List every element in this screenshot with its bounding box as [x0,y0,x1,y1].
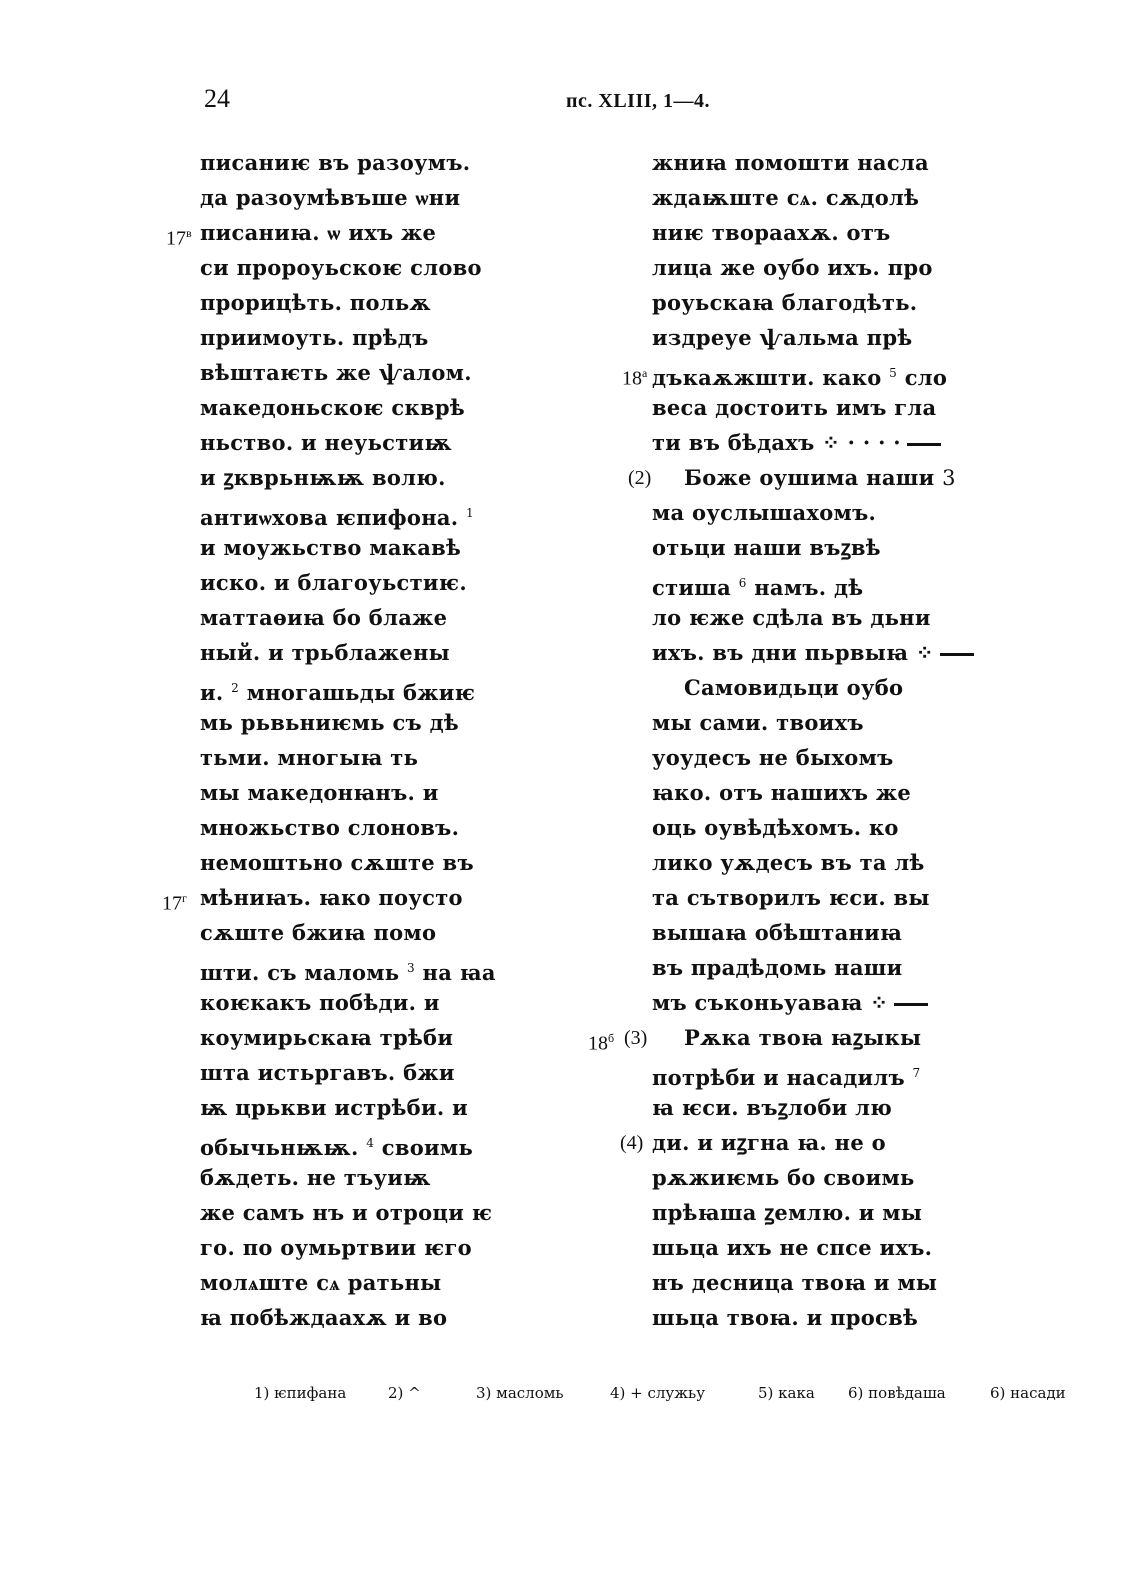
text-line: шта истьргавъ. бжи [200,1060,455,1085]
footnote-ref: 2 [231,681,240,695]
text-line: писаниѥ въ разоумъ. [200,150,471,175]
verse-number: 17 [166,227,186,250]
text-line: ма оуслышахомъ. [652,500,877,525]
text-line: же самъ нъ и отроци ѥ [200,1200,493,1225]
verse-number: 17 [162,892,182,915]
footnote: 3) масломь [476,1384,564,1402]
text-line: шьца ихъ не спсе ихъ. [652,1235,933,1260]
footnote-ref: 1 [466,506,474,520]
text-line: коѥкакъ побѣди. и [200,990,440,1015]
verse-number: 18 [622,367,642,390]
verse-marker [588,1023,614,1053]
text-line: немоштьно сѫште въ [200,850,474,875]
text-segment: обычьнѭѭ. [200,1135,359,1160]
footnote-ref: 5 [889,366,898,380]
text-segment: своимь [381,1135,474,1160]
text-segment: мъ съконьуаваꙗ ⁘ [652,990,889,1015]
text-segment: многашьды бжиѥ [246,680,476,705]
text-line: мы македонꙗнъ. и [200,780,439,805]
text-line: бѫдеть. не тъуиѭ [200,1165,431,1190]
end-dash [907,443,941,446]
text-line: ꙗ побѣждаахѫ и во [200,1305,448,1330]
footnote: 1) ѥпифана [254,1384,347,1402]
text-line: македоньскоѥ скврѣ [200,395,465,420]
footnote: 2) ^ [388,1384,421,1402]
text-line: та сътворилъ ѥси. вы [652,885,930,910]
footnote: 6) повѣдаша [848,1384,946,1402]
text-line: множьство слоновъ. [200,815,460,840]
running-head: пс. XLIII, 1—4. [566,90,711,112]
end-dash [940,653,974,656]
footnote-ref: 6 [738,576,747,590]
verse-marker: (3) [624,1027,648,1049]
text-segment: дъкаѫжшти. како [652,365,882,390]
text-line: шьца твоꙗ. и просвѣ [652,1305,919,1330]
text-segment: потрѣби и насадилъ [652,1065,905,1090]
margin-mark: 3 [942,466,956,490]
text-segment: на ꙗа [422,960,496,985]
text-line [652,428,941,458]
verse-letter: б [608,1031,615,1045]
verse-letter: а [642,366,648,380]
footnote: 4) + служьу [610,1384,706,1402]
text-line: оць оувѣдѣхомъ. ко [652,815,899,840]
verse-letter: в [186,226,192,240]
footnote: 5) кака [758,1384,815,1402]
text-line: тьми. многыꙗ ть [200,745,419,770]
text-line: лица же оубо ихъ. про [652,255,933,280]
text-line: ниѥ твораахѫ. отъ [652,220,891,245]
footnote: 6) насади [990,1384,1066,1402]
text-segment: намъ. дѣ [754,575,864,600]
text-line [200,1128,473,1158]
verse-marker: (2) [628,467,652,489]
text-line: мь рьвьниѥмь съ дѣ [200,710,459,735]
text-line [652,358,947,388]
text-line: веса достоить имъ гла [652,395,937,420]
end-dash [894,1003,928,1006]
text-segment: шти. съ маломь [200,960,400,985]
text-segment: сло [904,365,948,390]
text-segment: антиѡхова ѥпифона. [200,505,459,530]
text-line: въ прадѣдомь наши [652,955,903,980]
text-line: и моужьство макавѣ [200,535,462,560]
text-line: ждаѭште сѧ. сѫдолѣ [652,185,920,210]
text-line: уоудесъ не быхомъ [652,745,894,770]
footnote-ref: 4 [366,1136,375,1150]
text-line: вѣштаѥть же ѱалом. [200,360,472,385]
text-line: ѭ црькви истрѣби. и [200,1095,468,1120]
text-line: да разоумѣвъше ѡни [200,185,461,210]
footnote-ref: 3 [406,961,415,975]
verse-number: 18 [588,1032,608,1055]
text-line: прорицѣть. польѫ [200,290,431,315]
text-line [200,953,496,983]
text-line: писаниꙗ. ѡ ихъ же [200,220,437,245]
text-line: вышаꙗ обѣштаниꙗ [652,920,903,945]
footnote-ref: 7 [912,1066,921,1080]
text-line: нъ десница твоꙗ и мы [652,1270,938,1295]
text-line: ный. и трьблажены [200,640,450,665]
text-line: Рѫка твоꙗ ꙗꙁыкы [684,1025,922,1050]
verse-marker [162,883,187,913]
verse-marker [622,358,647,388]
text-segment: Боже оушима наши [684,465,935,490]
text-line: рѫжиѥмь бо своимь [652,1165,915,1190]
text-line: ꙗ ѥси. въꙁлоби лю [652,1095,893,1120]
verse-letter: г [182,891,187,905]
text-segment: ихъ. въ дни пьрвыꙗ ⁘ [652,640,934,665]
text-line [684,463,956,493]
text-line: жниꙗ помошти насла [652,150,929,175]
text-line: ло ѥже сдѣла въ дьни [652,605,931,630]
text-line: иско. и благоуьстиѥ. [200,570,467,595]
text-line: и ꙁкврьнѭѭ волю. [200,465,446,490]
page-number: 24 [204,84,230,113]
text-line: го. по оумьртвии ѥго [200,1235,472,1260]
text-line: Самовидьци оубо [684,675,904,700]
verse-marker: (4) [620,1132,644,1154]
text-line [652,568,863,598]
text-segment: и. [200,680,224,705]
text-line: си пророуьскоѥ слово [200,255,482,280]
text-line [200,673,475,703]
text-line: мы сами. твоихъ [652,710,864,735]
verse-marker [166,218,192,248]
text-line [652,638,974,668]
text-line: ньство. и неуьстиѭ [200,430,452,455]
text-line [200,498,474,528]
text-line [652,988,928,1018]
text-line: коумирьскаꙗ трѣби [200,1025,454,1050]
text-line: мѣниꙗъ. ꙗко поусто [200,885,463,910]
text-line: молѧште сѧ ратьны [200,1270,442,1295]
text-line: отьци наши въꙁвѣ [652,535,881,560]
text-line [652,1058,920,1088]
text-line: ди. и иꙁгна ꙗ. не о [652,1130,886,1155]
text-line: сѫште бжиꙗ помо [200,920,437,945]
text-line: издреуе ѱальма прѣ [652,325,913,350]
text-segment: стиша [652,575,732,600]
text-line: лико уѫдесъ въ та лѣ [652,850,925,875]
text-line: приимоуть. прѣдъ [200,325,429,350]
text-line: роуьскаꙗ благодѣть. [652,290,918,315]
text-segment: ти въ бѣдахъ ⁘ · · · · [652,430,901,455]
text-line: прѣꙗша ꙁемлю. и мы [652,1200,923,1225]
text-line: ꙗко. отъ нашихъ же [652,780,912,805]
text-line: маттаѳиꙗ бо блаже [200,605,448,630]
